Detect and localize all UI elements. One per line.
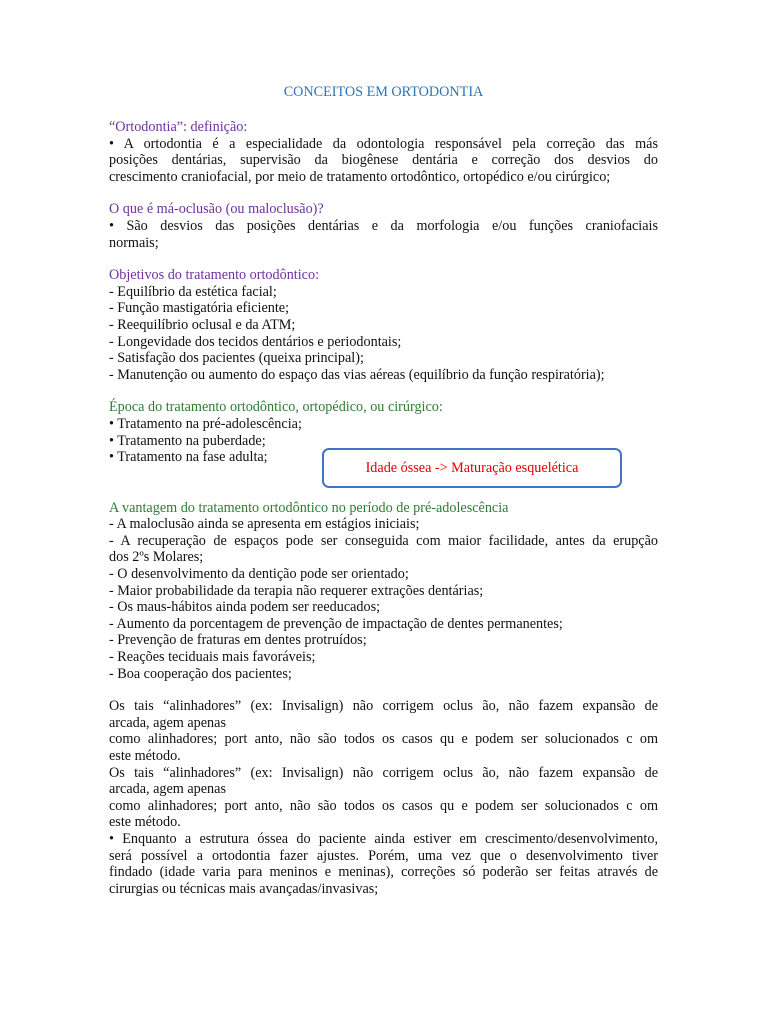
paragraph-line: normais; <box>109 234 159 251</box>
document-page <box>109 84 658 897</box>
paragraph-line: como alinhadores; port anto, não são todos os casos qu e podem ser solucionados c om <box>109 797 658 814</box>
list-item: - Aumento da porcentagem de prevenção de impactação de dentes permanentes; <box>109 615 563 632</box>
list-item: - Os maus-hábitos ainda podem ser reeducados; <box>109 599 381 616</box>
section-heading-epoca: Época do tratamento ortodôntico, ortopédico, ou cirúrgico: <box>109 399 443 416</box>
paragraph-line: este método. <box>109 748 181 764</box>
callout-box <box>322 448 622 488</box>
page-title: CONCEITOS EM ORTODONTIA <box>283 84 484 100</box>
paragraph-line: como alinhadores; port anto, não são todos os casos qu e podem ser solucionados c om <box>109 731 658 748</box>
spacer <box>109 185 658 201</box>
spacer <box>109 383 658 399</box>
list-item: • Tratamento na pré-adolescência; <box>109 415 302 432</box>
spacer <box>109 682 658 698</box>
paragraph-line: posições dentárias, supervisão da biogênese dentária e correção dos desvios do <box>109 152 658 169</box>
spacer <box>109 251 658 267</box>
paragraph-line: cirurgias ou técnicas mais avançadas/invasivas; <box>109 880 379 897</box>
list-item: - Reequilíbrio oclusal e da ATM; <box>109 316 296 333</box>
paragraph-line: Os tais “alinhadores” (ex: Invisalign) não corrigem oclus ão, não fazem expansão de <box>109 698 658 715</box>
paragraph-line: será possível a ortodontia fazer ajustes. Porém, uma vez que o desenvolvimento tiver <box>109 847 658 864</box>
section-heading-vantagem: A vantagem do tratamento ortodôntico no período de pré-adolescência <box>109 499 509 516</box>
list-item: - Reações teciduais mais favoráveis; <box>109 649 316 666</box>
list-item: - A maloclusão ainda se apresenta em estágios iniciais; <box>109 516 420 533</box>
paragraph-line: Os tais “alinhadores” (ex: Invisalign) não corrigem oclus ão, não fazem expansão de <box>109 764 658 781</box>
list-item: - Longevidade dos tecidos dentários e periodontais; <box>109 333 402 350</box>
list-item: - Boa cooperação dos pacientes; <box>109 665 292 682</box>
paragraph-line: • A ortodontia é a especialidade da odontologia responsável pela correção das más <box>109 135 658 152</box>
list-item: - Equilíbrio da estética facial; <box>109 283 277 300</box>
list-item: - Satisfação dos pacientes (queixa principal); <box>109 350 364 367</box>
paragraph-line: este método. <box>109 814 181 831</box>
paragraph-line: • São desvios das posições dentárias e da morfologia e/ou funções craniofaciais <box>109 217 658 234</box>
list-item: dos 2ºs Molares; <box>109 549 204 566</box>
callout-text: Idade óssea -> Maturação esquelética <box>365 459 579 476</box>
list-item: • Tratamento na fase adulta; <box>109 449 268 466</box>
section-heading-definicao: “Ortodontia”: definição: <box>109 119 248 135</box>
paragraph-line: arcada, agem apenas <box>109 781 226 798</box>
paragraph-line: arcada, agem apenas <box>109 714 226 731</box>
list-item: - Prevenção de fraturas em dentes protruídos; <box>109 632 367 649</box>
list-item: - Função mastigatória eficiente; <box>109 300 290 317</box>
list-item: - A recuperação de espaços pode ser conseguida com maior facilidade, antes da erupção <box>109 532 658 549</box>
list-item: - O desenvolvimento da dentição pode ser orientado; <box>109 566 409 583</box>
paragraph-line: • Enquanto a estrutura óssea do paciente ainda estiver em crescimento/desenvolvimento, <box>109 830 658 847</box>
section-heading-maloclusao: O que é má-oclusão (ou maloclusão)? <box>109 201 324 218</box>
list-item: • Tratamento na puberdade; <box>109 432 266 449</box>
list-item: - Maior probabilidade da terapia não requerer extrações dentárias; <box>109 582 484 599</box>
paragraph-line: findado (idade varia para meninos e meninas), correções só poderão ser feitas através de <box>109 864 658 881</box>
section-heading-objetivos: Objetivos do tratamento ortodôntico: <box>109 267 320 284</box>
paragraph-line: crescimento craniofacial, por meio de tratamento ortodôntico, ortopédico e/ou cirúrgico; <box>109 168 611 185</box>
list-item: - Manutenção ou aumento do espaço das vias aéreas (equilíbrio da função respiratória); <box>109 366 605 383</box>
